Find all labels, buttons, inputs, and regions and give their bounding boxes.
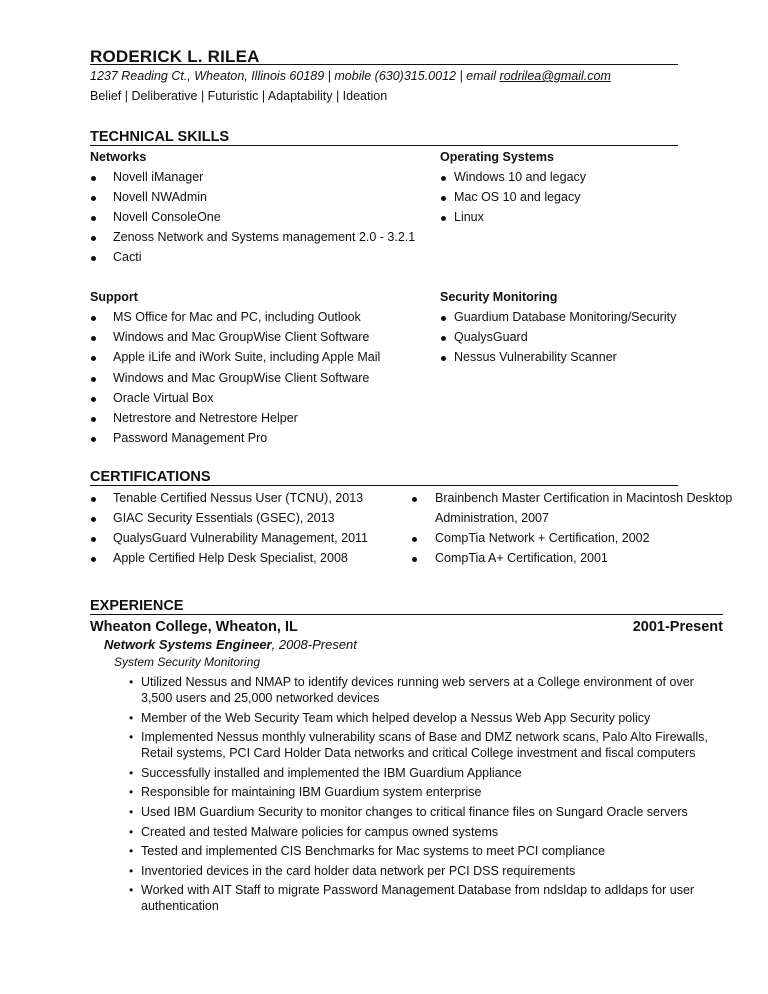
list-item: Windows and Mac GroupWise Client Software — [113, 330, 370, 345]
experience-divider — [90, 614, 723, 615]
bullet-dot-icon — [91, 377, 96, 382]
list-item: Novell ConsoleOne — [113, 210, 221, 224]
list-item: CompTia Network + Certification, 2002 — [435, 531, 650, 545]
bullet-dot-icon — [91, 176, 96, 181]
experience-bullet-line: authentication — [141, 899, 219, 914]
experience-bullet-line: Inventoried devices in the card holder data network per PCI DSS requirements — [141, 863, 576, 878]
list-item: Apple iLife and iWork Suite, including Apple Mail — [113, 350, 381, 365]
experience-bullet-line: Tested and implemented CIS Benchmarks for Mac systems to meet PCI compliance — [141, 844, 606, 859]
bullet-dot-icon — [91, 497, 96, 502]
list-item: Zenoss Network and Systems management 2.0 - 3.2.1 — [113, 230, 416, 244]
bullet-dot-icon — [441, 176, 446, 181]
bullet-dot-icon — [441, 336, 446, 341]
bullet-dot-icon — [91, 196, 96, 201]
job-title-dates: , 2008-Present — [271, 637, 357, 652]
list-item: QualysGuard Vulnerability Management, 2011 — [113, 531, 369, 545]
list-item: Guardium Database Monitoring/Security — [454, 310, 677, 324]
experience-bullet-line: Retail systems, PCI Card Holder Data networks and critical College investment and fiscal computers — [141, 746, 696, 761]
support-title: Support — [90, 290, 138, 304]
bullet-dot-icon — [91, 216, 96, 221]
list-item: MS Office for Mac and PC, including Outlook — [113, 310, 361, 324]
bullet-icon: • — [129, 730, 134, 745]
list-item: Windows and Mac GroupWise Client Software — [113, 370, 370, 385]
technical-skills-divider — [90, 145, 678, 146]
list-item: Brainbench Master Certification in Macintosh Desktop — [435, 491, 733, 505]
strengths-line: Belief | Deliberative | Futuristic | Adaptability | Ideation — [90, 89, 388, 103]
list-item: Oracle Virtual Box — [113, 390, 214, 405]
bullet-dot-icon — [412, 557, 417, 562]
experience-bullet-line: Worked with AIT Staff to migrate Password Management Database from ndsldap to adldaps for user — [141, 883, 695, 898]
bullet-icon: • — [129, 765, 134, 780]
bullet-dot-icon — [91, 537, 96, 542]
job-title-text: Network Systems Engineer — [104, 637, 272, 652]
experience-bullet-line: Responsible for maintaining IBM Guardium system enterprise — [141, 785, 482, 800]
list-item: Mac OS 10 and legacy — [454, 190, 581, 204]
list-item: Nessus Vulnerability Scanner — [454, 350, 617, 365]
experience-bullet-line: 3,500 users and 25,000 networked devices — [141, 691, 380, 705]
candidate-name: RODERICK L. RILEA — [90, 47, 260, 66]
os-title: Operating Systems — [440, 150, 554, 164]
list-item: Administration, 2007 — [435, 511, 549, 525]
list-item: QualysGuard — [454, 330, 528, 345]
experience-bullet-line: Used IBM Guardium Security to monitor changes to critical finance files on Sungard Oracle servers — [141, 805, 688, 819]
bullet-dot-icon — [441, 216, 446, 221]
employer-dates: 2001-Present — [632, 619, 723, 635]
list-item: Novell iManager — [113, 170, 204, 184]
technical-skills-heading: TECHNICAL SKILLS — [90, 129, 230, 145]
bullet-dot-icon — [412, 497, 417, 502]
bullet-icon: • — [129, 675, 134, 689]
name-divider — [90, 64, 678, 65]
experience-heading: EXPERIENCE — [90, 598, 184, 614]
employer-name: Wheaton College, Wheaton, IL — [90, 619, 298, 635]
certifications-divider — [90, 485, 678, 486]
list-item: Linux — [454, 210, 484, 224]
bullet-icon: • — [129, 824, 134, 839]
bullet-dot-icon — [441, 356, 446, 361]
certifications-heading: CERTIFICATIONS — [90, 469, 211, 485]
bullet-dot-icon — [412, 537, 417, 542]
list-item: Apple Certified Help Desk Specialist, 2008 — [113, 551, 348, 565]
bullet-dot-icon — [91, 236, 96, 241]
bullet-icon: • — [129, 710, 134, 725]
list-item: Password Management Pro — [113, 431, 268, 446]
list-item: Netrestore and Netrestore Helper — [113, 411, 298, 425]
experience-bullet-line: Created and tested Malware policies for campus owned systems — [141, 824, 499, 839]
job-focus: System Security Monitoring — [114, 655, 261, 669]
list-item: Cacti — [113, 250, 142, 264]
email-link[interactable]: rodrilea@gmail.com — [499, 69, 611, 83]
bullet-dot-icon — [91, 557, 96, 562]
bullet-dot-icon — [91, 336, 96, 341]
bullet-dot-icon — [91, 437, 96, 442]
list-item: Tenable Certified Nessus User (TCNU), 2013 — [113, 491, 364, 505]
bullet-icon: • — [129, 805, 134, 819]
experience-bullet-line: Utilized Nessus and NMAP to identify devices running web servers at a College environment of over — [141, 675, 694, 689]
security-title: Security Monitoring — [440, 290, 558, 304]
bullet-dot-icon — [91, 356, 96, 361]
list-item: Windows 10 and legacy — [454, 170, 587, 184]
bullet-icon: • — [129, 844, 134, 859]
bullet-dot-icon — [91, 316, 96, 321]
experience-bullet-line: Successfully installed and implemented the IBM Guardium Appliance — [141, 765, 522, 780]
bullet-dot-icon — [91, 397, 96, 402]
experience-bullet-line: Member of the Web Security Team which helped develop a Nessus Web App Security policy — [141, 710, 651, 725]
bullet-icon: • — [129, 785, 134, 800]
contact-line — [90, 69, 611, 83]
list-item: Novell NWAdmin — [113, 190, 208, 204]
bullet-dot-icon — [441, 196, 446, 201]
bullet-dot-icon — [441, 316, 446, 321]
list-item: GIAC Security Essentials (GSEC), 2013 — [113, 511, 335, 525]
job-title — [104, 637, 357, 652]
bullet-icon: • — [129, 883, 134, 898]
bullet-icon: • — [129, 863, 134, 878]
bullet-dot-icon — [91, 256, 96, 261]
networks-title: Networks — [90, 150, 147, 164]
bullet-dot-icon — [91, 517, 96, 522]
list-item: CompTia A+ Certification, 2001 — [435, 551, 608, 565]
contact-text: 1237 Reading Ct., Wheaton, Illinois 60189 | mobile (630)315.0012 | email — [90, 69, 500, 83]
bullet-dot-icon — [91, 417, 96, 422]
experience-bullet-line: Implemented Nessus monthly vulnerability scans of Base and DMZ network scans, Palo Alto Firewalls, — [141, 730, 708, 745]
